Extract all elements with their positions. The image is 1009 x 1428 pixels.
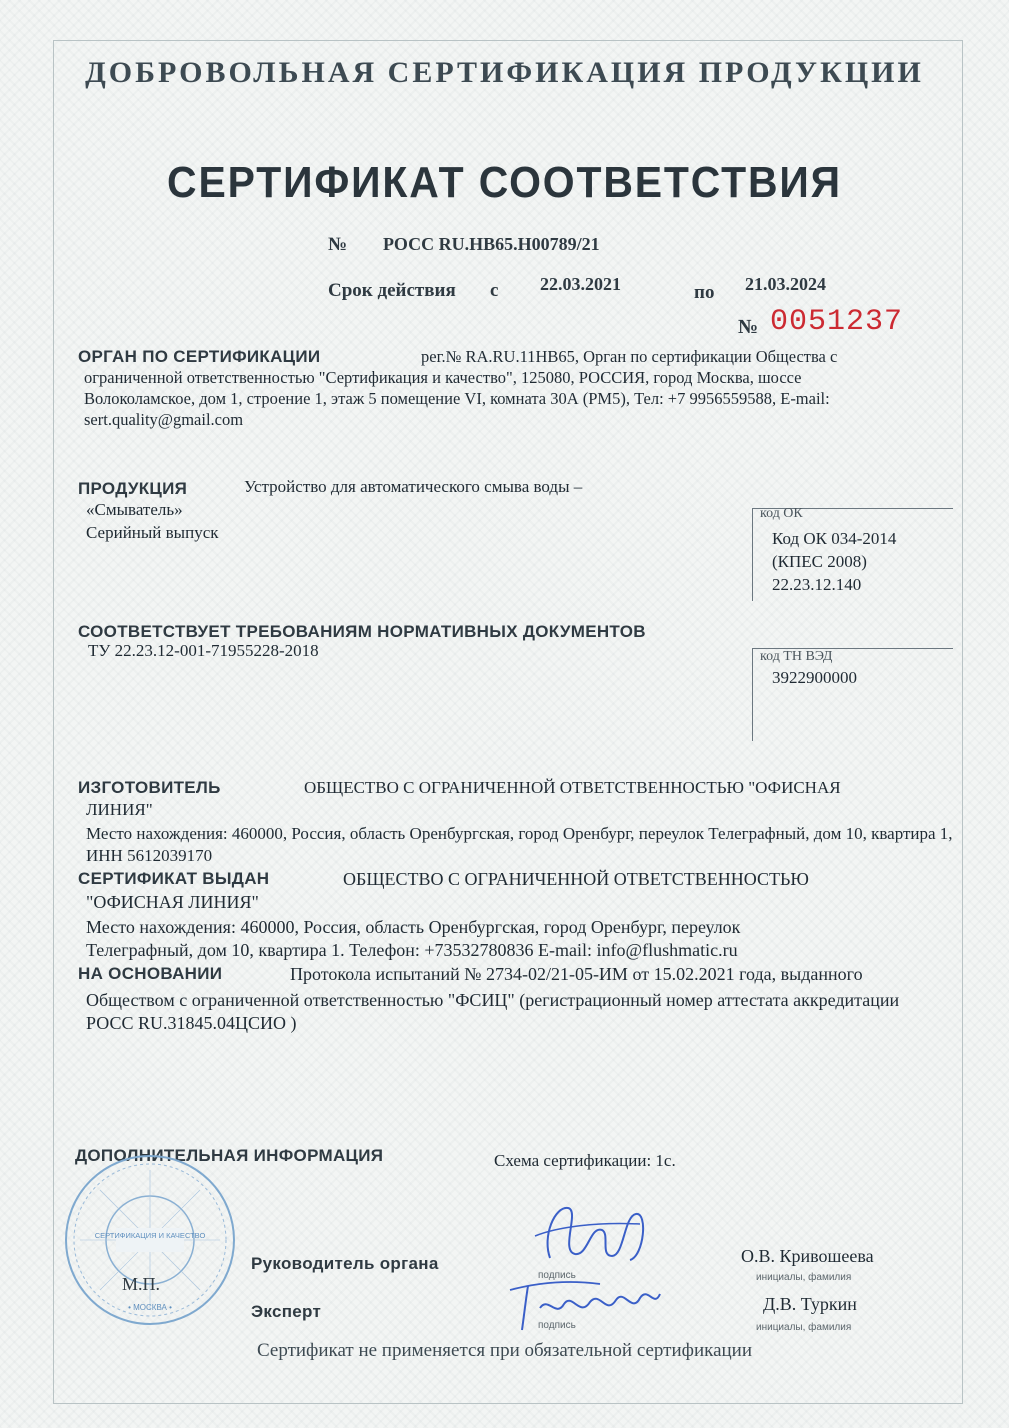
validity-date-to: 21.03.2024 bbox=[745, 274, 826, 294]
head-name-hint: инициалы, фамилия bbox=[756, 1272, 852, 1283]
organ-seal-stamp bbox=[60, 1150, 240, 1330]
manufacturer-name-line-1: ОБЩЕСТВО С ОГРАНИЧЕННОЙ ОТВЕТСТВЕННОСТЬЮ "ОФИСНАЯ bbox=[304, 778, 841, 797]
validity-from-label: с bbox=[490, 280, 499, 301]
manufacturer-name-line-2: ЛИНИЯ" bbox=[86, 800, 153, 819]
basis-line-1: Протокола испытаний № 2734-02/21-05-ИМ от 15.02.2021 года, выданного bbox=[290, 964, 863, 984]
ok-code-line-3: 22.23.12.140 bbox=[772, 575, 862, 594]
stamp-inner-text: СЕРТИФИКАЦИЯ И КАЧЕСТВО bbox=[94, 1231, 206, 1240]
serial-number: 0051237 bbox=[770, 305, 904, 339]
ok-code-line-2: (КПЕС 2008) bbox=[772, 552, 867, 571]
manufacturer-address: Место нахождения: 460000, Россия, область Оренбургская, город Оренбург, переулок Телеграфный, дом 10, квартира 1, ИНН 5612039170 bbox=[86, 824, 953, 865]
number-label: № bbox=[328, 234, 348, 255]
requirements-document: ТУ 22.23.12-001-71955228-2018 bbox=[88, 641, 319, 660]
ok-code-line-1: Код ОК 034-2014 bbox=[772, 529, 897, 548]
expert-name: Д.В. Туркин bbox=[763, 1294, 857, 1314]
ok-code-label: код ОК bbox=[760, 506, 803, 521]
tnved-code: 3922900000 bbox=[772, 668, 857, 687]
expert-label: Эксперт bbox=[251, 1302, 322, 1321]
basis-text: Обществом с ограниченной ответственностью "ФСИЦ" (регистрационный номер аттестата аккредитации РОСС RU.31845.04ЦСИО ) bbox=[86, 990, 900, 1033]
issued-name-line-1: ОБЩЕСТВО С ОГРАНИЧЕННОЙ ОТВЕТСТВЕННОСТЬЮ bbox=[343, 869, 809, 889]
product-label: ПРОДУКЦИЯ bbox=[78, 479, 188, 498]
certification-type-title: ДОБРОВОЛЬНАЯ СЕРТИФИКАЦИЯ ПРОДУКЦИИ bbox=[85, 56, 924, 89]
head-signature bbox=[520, 1196, 660, 1276]
certificate-title: СЕРТИФИКАТ СООТВЕТСТВИЯ bbox=[167, 158, 842, 207]
issued-name-line-2: "ОФИСНАЯ ЛИНИЯ" bbox=[86, 892, 259, 912]
validity-date-from: 22.03.2021 bbox=[540, 274, 621, 294]
tnved-code-label: код ТН ВЭД bbox=[760, 649, 833, 664]
serial-number-label: № bbox=[738, 316, 759, 338]
footer-note: Сертификат не применяется при обязательной сертификации bbox=[256, 1340, 753, 1361]
certification-scheme: Схема сертификации: 1с. bbox=[494, 1151, 676, 1170]
manufacturer-label: ИЗГОТОВИТЕЛЬ bbox=[78, 778, 221, 797]
issued-address: Место нахождения: 460000, Россия, область Оренбургская, город Оренбург, переулок Телеграфный, дом 10, квартира 1. Телефон: +73532780836 E-mail: info@flushmatic.ru bbox=[86, 917, 741, 960]
head-of-organ-label: Руководитель органа bbox=[251, 1254, 439, 1273]
validity-label: Срок действия bbox=[328, 280, 456, 301]
issued-label: СЕРТИФИКАТ ВЫДАН bbox=[78, 869, 270, 888]
stamp-mark-label: М.П. bbox=[122, 1274, 161, 1294]
organ-text: рег.№ RA.RU.11HB65, Орган по сертификации Общества с ограниченной ответственностью "Сертификация и качество", 125080, РОССИЯ, город Москва, шоссе Волоколамское, дом 1, строение 1, этаж 5 помещение VI, комната 30А (РМ5), Тел: +7 9956559588, E-mail: sert.quality@gmail.com bbox=[84, 347, 838, 429]
requirements-label: СООТВЕТСТВУЕТ ТРЕБОВАНИЯМ НОРМАТИВНЫХ ДОКУМЕНТОВ bbox=[78, 622, 646, 641]
expert-signature-hint: подпись bbox=[538, 1320, 576, 1331]
product-line-2: «Смыватель» bbox=[86, 500, 183, 519]
certificate-number: РОСС RU.HB65.H00789/21 bbox=[383, 234, 600, 254]
head-signature-hint: подпись bbox=[538, 1270, 576, 1281]
product-line-1: Устройство для автоматического смыва воды – bbox=[244, 477, 583, 496]
expert-name-hint: инициалы, фамилия bbox=[756, 1322, 852, 1333]
organ-label: ОРГАН ПО СЕРТИФИКАЦИИ bbox=[78, 347, 321, 366]
stamp-ring-text: • МОСКВА • bbox=[128, 1303, 172, 1312]
validity-to-label: по bbox=[694, 282, 715, 303]
product-line-3: Серийный выпуск bbox=[86, 523, 219, 542]
basis-label: НА ОСНОВАНИИ bbox=[78, 964, 223, 983]
head-of-organ-name: О.В. Кривошеева bbox=[741, 1246, 874, 1266]
expert-signature bbox=[500, 1268, 670, 1338]
additional-info-label: ДОПОЛНИТЕЛЬНАЯ ИНФОРМАЦИЯ bbox=[75, 1146, 384, 1165]
